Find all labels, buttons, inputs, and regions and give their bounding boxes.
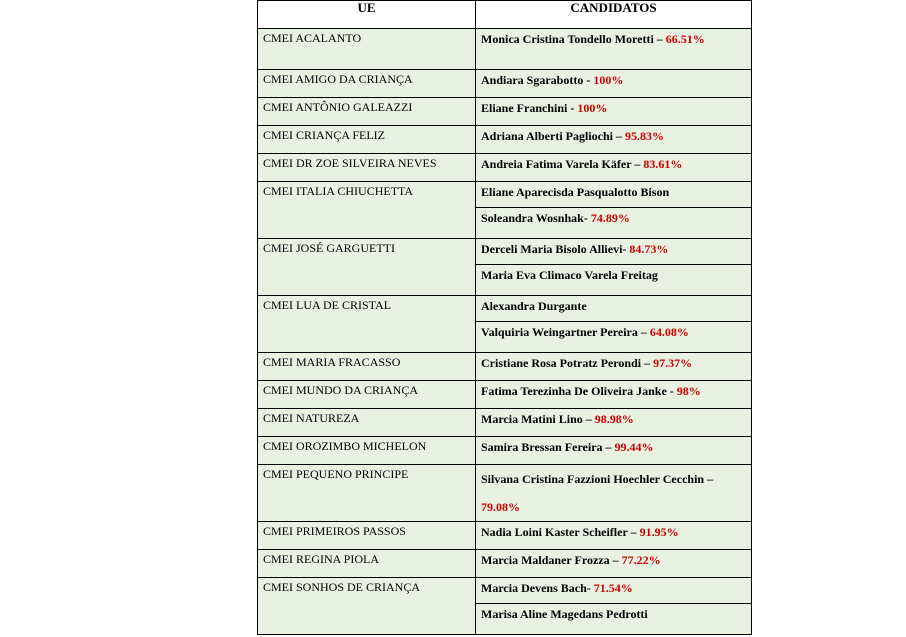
candidate-name: Fatima Terezinha De Oliveira Janke - (481, 384, 674, 398)
table-row (258, 522, 752, 550)
candidate-entry (476, 239, 751, 264)
candidate-name: Adriana Alberti Pagliochi – (481, 129, 622, 143)
candidate-entry (476, 550, 751, 575)
candidate-percentage: 79.08% (481, 500, 520, 514)
candidate-percentage: 95.83% (625, 129, 664, 143)
candidate-entry (476, 353, 751, 378)
candidates-cell (476, 522, 752, 550)
candidate-percentage: 97.37% (653, 356, 693, 370)
table-row (258, 409, 752, 437)
candidate-percentage: 99.44% (614, 440, 654, 454)
candidates-cell (476, 126, 752, 154)
candidates-cell (476, 465, 752, 522)
candidate-percentage: 100% (593, 73, 624, 87)
table-row (258, 29, 752, 70)
ue-cell: CMEI DR ZOE SILVEIRA NEVES (258, 154, 476, 182)
table-row (258, 353, 752, 381)
candidates-cell (476, 98, 752, 126)
candidate-name: Andreia Fatima Varela Käfer – (481, 157, 641, 171)
candidate-entry (476, 409, 751, 434)
candidate-percentage: 74.89% (590, 211, 630, 225)
candidate-name: Monica Cristina Tondello Moretti – (481, 32, 663, 46)
candidate-name: Marcia Matini Lino – (481, 412, 592, 426)
table-header-row (258, 1, 752, 29)
ue-cell: CMEI MARIA FRACASSO (258, 353, 476, 381)
ue-cell: CMEI PRIMEIROS PASSOS (258, 522, 476, 550)
candidate-entry (476, 437, 751, 462)
candidate-percentage: 66.51% (665, 32, 705, 46)
candidate-name: Maria Eva Climaco Varela Freitag (481, 268, 658, 282)
table-row (258, 550, 752, 578)
ue-cell: CMEI ITALIA CHIUCHETTA (258, 182, 476, 239)
candidate-name: Marcia Devens Bach- (481, 581, 591, 595)
candidate-entry (476, 465, 751, 521)
ue-cell: CMEI ACALANTO (258, 29, 476, 70)
table-row (258, 437, 752, 465)
candidate-percentage: 91.95% (639, 525, 679, 539)
candidate-entry (476, 381, 751, 406)
candidates-cell (476, 409, 752, 437)
candidate-entry (476, 154, 751, 179)
candidate-name: Cristiane Rosa Potratz Perondi – (481, 356, 651, 370)
candidate-name: Soleandra Wosnhak- (481, 211, 588, 225)
candidate-name: Silvana Cristina Fazzioni Hoechler Cecchin – (481, 472, 714, 486)
candidates-cell (476, 578, 752, 635)
candidate-percentage: 83.61% (643, 157, 683, 171)
table-row (258, 465, 752, 522)
candidates-cell (476, 381, 752, 409)
candidate-percentage: 64.08% (649, 325, 689, 339)
candidate-name: Alexandra Durgante (481, 299, 587, 313)
candidate-entry (476, 522, 751, 547)
candidates-cell (476, 70, 752, 98)
candidate-name: Marcia Maldaner Frozza – (481, 553, 619, 567)
candidate-entry (476, 578, 751, 603)
table-row (258, 98, 752, 126)
candidate-name: Eliane Franchini - (481, 101, 575, 115)
candidates-cell (476, 353, 752, 381)
candidates-cell (476, 182, 752, 239)
ue-cell: CMEI MUNDO DA CRIANÇA (258, 381, 476, 409)
candidate-entry (476, 321, 751, 346)
table-row (258, 70, 752, 98)
ue-cell: CMEI OROZIMBO MICHELON (258, 437, 476, 465)
ue-cell: CMEI PEQUENO PRINCIPE (258, 465, 476, 522)
candidate-name: Samira Bressan Fereira – (481, 440, 612, 454)
candidates-cell (476, 154, 752, 182)
table-row (258, 578, 752, 635)
table-row (258, 239, 752, 296)
candidate-percentage: 98.98% (594, 412, 634, 426)
ue-cell: CMEI JOSÉ GARGUETTI (258, 239, 476, 296)
ue-cell: CMEI SONHOS DE CRIANÇA (258, 578, 476, 635)
ue-cell: CMEI LUA DE CRISTAL (258, 296, 476, 353)
candidate-name: Valquiria Weingartner Pereira – (481, 325, 647, 339)
candidate-percentage: 84.73% (629, 242, 669, 256)
candidates-cell (476, 239, 752, 296)
table-row (258, 154, 752, 182)
candidates-table (257, 0, 752, 635)
ue-cell: CMEI REGINA PIOLA (258, 550, 476, 578)
candidate-percentage: 98% (676, 384, 701, 398)
ue-cell: CMEI CRIANÇA FELIZ (258, 126, 476, 154)
candidate-entry (476, 126, 751, 151)
ue-cell: CMEI NATUREZA (258, 409, 476, 437)
ue-cell: CMEI ANTÔNIO GALEAZZI (258, 98, 476, 126)
candidates-cell (476, 29, 752, 70)
table-row (258, 126, 752, 154)
table-row (258, 381, 752, 409)
candidate-entry (476, 29, 751, 69)
candidate-name: Eliane Aparecisda Pasqualotto Bison (481, 185, 670, 199)
candidates-cell (476, 550, 752, 578)
candidate-entry (476, 70, 751, 95)
candidate-entry (476, 264, 751, 289)
ue-cell: CMEI AMIGO DA CRIANÇA (258, 70, 476, 98)
candidate-name: Nadia Loini Kaster Scheifler – (481, 525, 637, 539)
candidate-name: Marisa Aline Magedans Pedrotti (481, 607, 648, 621)
candidate-entry (476, 182, 751, 207)
candidate-percentage: 71.54% (593, 581, 633, 595)
header-candidatos: CANDIDATOS (476, 1, 752, 29)
table-row (258, 182, 752, 239)
candidates-cell (476, 437, 752, 465)
candidate-name: Andiara Sgarabotto - (481, 73, 591, 87)
candidate-entry (476, 98, 751, 123)
candidate-entry (476, 296, 751, 321)
candidates-cell (476, 296, 752, 353)
table-row (258, 296, 752, 353)
header-ue: UE (258, 1, 476, 29)
candidate-entry (476, 603, 751, 628)
candidate-entry (476, 207, 751, 232)
candidate-percentage: 100% (577, 101, 608, 115)
candidate-percentage: 77.22% (621, 553, 661, 567)
candidate-name: Derceli Maria Bisolo Allievi- (481, 242, 630, 256)
